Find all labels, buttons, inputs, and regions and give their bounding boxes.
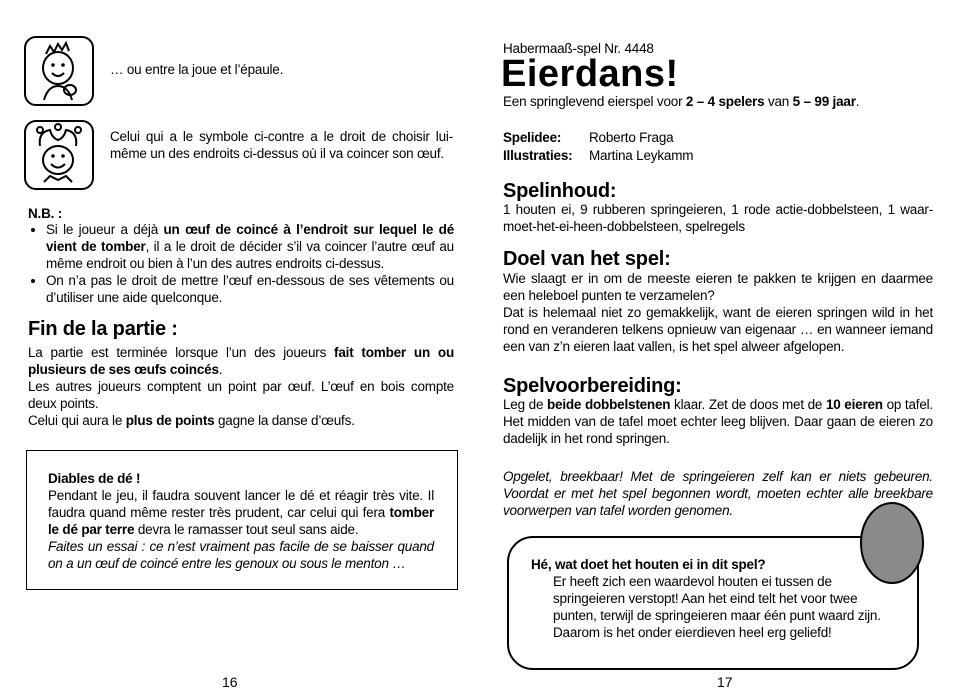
voorb-heading: Spelvoorbereiding: [503, 375, 682, 397]
doel-text [503, 270, 933, 355]
doel-heading: Doel van het spel: [503, 248, 671, 270]
fin-p1: La partie est terminée lorsque l’un des joueurs fait tomber un ou plusieurs de ses œufs coincés. [28, 345, 455, 377]
fin-body [28, 344, 454, 429]
nb-title: N.B. : [28, 206, 63, 221]
bubble-text [531, 556, 883, 641]
nb-item-1: • Si le joueur a déjà un œuf de coincé à l’endroit sur lequel le dé vient de tomber, il a le droit de décider s’il va coincer l’autre œuf au même endroit ou bien à l’un des autres endroits ci-dessus. [46, 221, 454, 272]
dice-box-text [48, 470, 434, 572]
dice-box-italic: Faites un essai : ce n’est vraiment pas facile de se baisser quand on a un œuf de coincé entre les genoux ou sous le menton … [48, 539, 434, 571]
right-page [477, 0, 954, 700]
doel-p2: Dat is helemaal niet zo gemakkelijk, want de eieren springen wild in het rond en veranderen telkens opnieuw van eigenaar … en wanneer iemand een van z’n eieren laat vallen, is het spel alweer afgelopen. [503, 305, 933, 354]
series-label: Habermaaß-spel Nr. 4448 [503, 41, 654, 56]
bubble-body: Er heeft zich een waardevol houten ei tussen de springeieren verstopt! Aan het eind telt het voor twee punten, terwijl de springeieren maar één punt waard zijn. Daarom is het onder eierdieven heel erg geliefd! [553, 574, 881, 640]
inhoud-text: 1 houten ei, 9 rubberen springeieren, 1 rode actie-dobbelsteen, 1 waar-moet-het-ei-heen-dobbelsteen, spelregels [503, 202, 933, 234]
fin-p3: Celui qui aura le plus de points gagne la danse d’œufs. [28, 413, 355, 428]
nb-list [28, 221, 454, 306]
bubble-title: Hé, wat doet het houten ei in dit spel? [531, 557, 766, 572]
nb-item-2: • On n’a pas le droit de mettre l’œuf en-dessous de ses vêtements ou d’utiliser une aide quelconque. [46, 272, 454, 306]
game-title: Eierdans! [501, 53, 679, 95]
doel-p1: Wie slaagt er in om de meeste eieren te pakken te krijgen en daarmee een heleboel punten te verzamelen? [503, 271, 933, 303]
voorb-text: Leg de beide dobbelstenen klaar. Zet de doos met de 10 eieren op tafel. Het midden van de tafel moet echter leeg blijven. Daar gaan de eieren zo dadelijk in het rond springen. [503, 397, 933, 446]
credit1-label: Spelidee: [503, 130, 562, 145]
page-number-left: 16 [222, 674, 238, 690]
icon2-caption: Celui qui a le symbole ci-contre a le droit de choisir lui-même un des endroits ci-dessus où il va coincer son œuf. [110, 129, 453, 161]
jester-face-icon [24, 120, 94, 190]
dice-box-title: Diables de dé ! [48, 471, 141, 486]
warning-text: Opgelet, breekbaar! Met de springeieren zelf kan er niets gebeuren. Voordat er met het spel begonnen wordt, moeten echter alle breekbare voorwerpen van tafel worden genomen. [503, 469, 933, 518]
credit2-value: Martina Leykamm [589, 148, 694, 163]
credit1-value: Roberto Fraga [589, 130, 674, 145]
icon1-caption: … ou entre la joue et l’épaule. [110, 62, 284, 77]
dice-box-p1: Pendant le jeu, il faudra souvent lancer le dé et réagir très vite. Il faudra quand même rester très prudent, car celui qui fera tomber le dé par terre devra le ramasser tout seul sans aide. [48, 488, 434, 537]
child-face-icon [24, 36, 94, 106]
fin-p2: Les autres joueurs comptent un point par œuf. L’œuf en bois compte deux points. [28, 379, 454, 411]
page-number-right: 17 [717, 674, 733, 690]
wooden-egg-icon [857, 500, 927, 586]
fin-heading: Fin de la partie : [28, 318, 178, 340]
subtitle: Een springlevend eierspel voor 2 – 4 spelers van 5 – 99 jaar. [503, 94, 860, 109]
credit2-label: Illustraties: [503, 148, 573, 163]
inhoud-heading: Spelinhoud: [503, 180, 617, 202]
